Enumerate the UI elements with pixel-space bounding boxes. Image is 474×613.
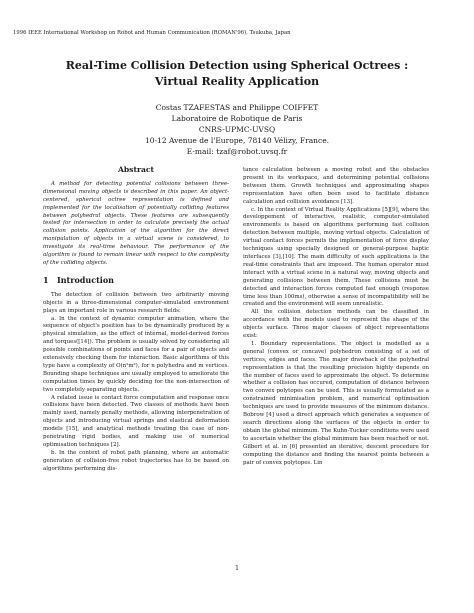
conference-header: 1996 IEEE International Workshop on Robot and Human Communication (ROMAN'96), Tsukuba, Japan xyxy=(13,30,291,36)
page-number: 1 xyxy=(235,565,239,572)
body-paragraph: 1. Boundary representations. The object is modelled as a general (convex or concave) polyhedron consisting of a set of vertices, edges and faces. The major drawback of the polyhedral representation is that the resulting precision highly depends on the number of faces used to approximate the object. To determine whether a collision has occured, computation of distance between two convex polytopes can be used. This is usually formulated as a constrained minimisation problem, and numerical optimisation techniques are used to provide measures of the minimum distance. Bobrow [4] used a direct approach which generates a sequence of search directions along the surfaces of the objects in order to obtain the global minimum. The Kuhn-Tucker conditions were used to ascertain whether the global minimum has been reached or not. Gilbert et al. in [6] presented an iterative, descent procedure for computing the distance and finding the nearest points between a pair of convex polytopes. Lin xyxy=(243,340,429,466)
intro-paragraph: A related issue is contact force computation and response once collisions have been detected. Two classes of methods have been mainly used, namely penalty methods, allowing interpenetration of objects and introducing virtual springs and elastical deformation models [15], and analytical methods treating the case of non-penetrating rigid bodies, and making use of numerical optimisation techniques [2]. xyxy=(43,394,229,448)
section-title: Introduction xyxy=(57,274,114,285)
address: 10-12 Avenue de l'Europe, 78140 Vélizy, France. xyxy=(144,136,330,145)
body-paragraph: tance calculation between a moving robot and the obstacles present in its workspace, and determining potential collisions between them. Growth techniques and approximating shapes representation have often been used to facilitate distance calculation and collision avoidance [13]. xyxy=(243,167,429,205)
laboratory: Laboratoire de Robotique de Paris xyxy=(171,114,303,123)
section-heading xyxy=(43,274,229,285)
paper-title-line1: Real-Time Collision Detection using Spherical Octrees : xyxy=(65,59,409,72)
abstract-text: A method for detecting potential collisions between three-dimensional moving objects is described in this paper. An object-centered, spherical octree representation is defined and implemented for the localisation of potentially colliding features between polyhedral objects. These features are subsequently tested for intersection in order to calculate precisely the actual collision points. Application of the algorithm for the direct manipulation of objects in a virtual scene is considered, to investigate its real-time behaviour. The performance of the algorithm is found to remain linear with respect to the complexity of the colliding objects. xyxy=(43,180,229,266)
body-paragraph: c. In the context of Virtual Reality Applications [5][9], where the developpement of interactive, realistic, computer-simulated environments is based on algorithms performing fast collision detection between multiple, moving virtual objects. Calculation of virtual contact forces permits the implementation of force display techniques using specially designed or general-purpose haptic interfaces [3],[10]. The main difficulty of such applications is the real-time constraints that are imposed. The human operator must interact with a virtual scene in a natural way, moving objects and generating collisions between them. These collisions must be detected and interaction forces computed fast enough (response time less than 100ms), otherwise a sense of incompatibility will be created and the environment will seem unrealistic. xyxy=(243,206,429,308)
intro-paragraph: b. In the context of robot path planning, where an automatic generation of collision-free robot trajectories has to be based on algorithms performing dis- xyxy=(43,449,229,472)
intro-paragraph: a. In the context of dynamic computer animation, where the sequence of object's position has to be dynamically produced by a physical simulation, as the effect of internal, model-derived forces and torques([14]). The problem is usually solved by considering all possible combinations of points and faces for a pair of objects and extensively checking them for interaction. Basic algorithms of this type have a complexity of O(n²m²), for n polyhedra and m vertices. Bounding shape techniques are usually employed to ameliorate the computation times by quickly deciding for the non-intersection of two completely separating objects. xyxy=(43,315,229,393)
organization: CNRS-UPMC-UVSQ xyxy=(198,125,276,134)
body-paragraph: All the collision detection methods can be classified in accordance with the models used to represent the shape of the objects surface. Three major classes of object representations exist: xyxy=(243,309,429,340)
right-column xyxy=(243,167,429,467)
authors: Costas TZAFESTAS and Philippe COIFFET xyxy=(155,103,319,112)
abstract-heading: Abstract xyxy=(117,165,155,174)
section-number: 1 xyxy=(43,274,49,285)
paper-title-line2: Virtual Reality Application xyxy=(154,75,320,88)
email: E-mail: tzaf@robot.uvsq.fr xyxy=(186,147,288,156)
left-column xyxy=(43,166,229,474)
intro-paragraph: The detection of collision between two arbitrarily moving objects in a three-dimensional computer-simulated environment plays an important role in various research fields: xyxy=(43,291,229,314)
